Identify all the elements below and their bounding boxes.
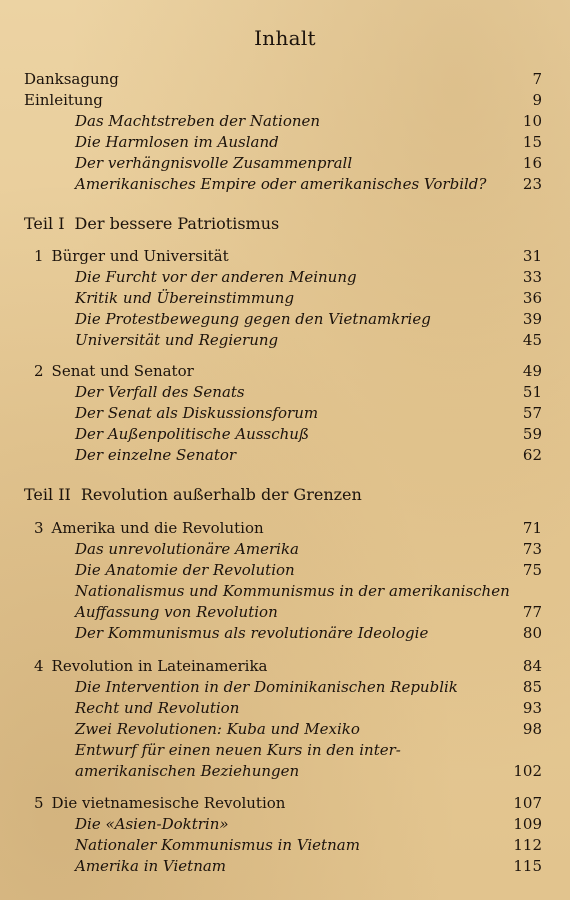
toc-page-number: 57 — [522, 404, 542, 422]
toc-entry-title — [24, 213, 279, 235]
toc-section — [0, 697, 570, 719]
toc-entry-text: Kritik und Übereinstimmung — [75, 289, 295, 307]
toc-entry-number: 4 — [34, 657, 44, 675]
toc-entry-text: Die vietnamesische Revolution — [51, 794, 286, 812]
toc-page-number: 36 — [522, 289, 542, 307]
toc-entry-text: Die Protestbewegung gegen den Vietnamkrieg — [75, 310, 431, 328]
toc-entry-number: 1 — [34, 247, 44, 265]
toc-entry-title — [75, 622, 428, 644]
toc-page-number: 109 — [513, 815, 542, 833]
toc-page-number: 98 — [522, 720, 542, 738]
toc-section — [0, 131, 570, 153]
toc-entry-title — [75, 173, 486, 195]
toc-entry-text: Das Machtstreben der Nationen — [75, 112, 321, 130]
toc-entry-text: Der Kommunismus als revolutionäre Ideologie — [75, 624, 429, 642]
toc-page-number: 7 — [532, 70, 542, 88]
toc-entry-text: Nationaler Kommunismus in Vietnam — [75, 836, 360, 854]
toc-section — [0, 622, 570, 644]
toc-part-heading — [0, 484, 570, 506]
toc-entry-text: Universität und Regierung — [75, 331, 279, 349]
toc-page-number: 71 — [522, 519, 542, 537]
toc-entry-title — [34, 655, 268, 677]
toc-page-number: 73 — [522, 540, 542, 558]
toc-entry-number: 3 — [34, 519, 44, 537]
toc-chapter — [0, 517, 570, 539]
toc-entry-title — [75, 718, 360, 740]
toc-section — [0, 329, 570, 351]
toc-entry-title — [75, 739, 401, 761]
toc-entry-title — [34, 245, 229, 267]
toc-section — [0, 760, 570, 782]
toc-page-number: 84 — [522, 657, 542, 675]
toc-entry-title — [75, 559, 295, 581]
toc-entry-text: Bürger und Universität — [51, 247, 229, 265]
toc-entry-title — [75, 601, 278, 623]
toc-section — [0, 834, 570, 856]
toc-entry-text: Nationalismus und Kommunismus in der amerikanischen — [75, 582, 510, 600]
toc-entry-text: Die Intervention in der Dominikanischen Republik — [75, 678, 458, 696]
toc-entry-title — [34, 360, 194, 382]
toc-entry-text: Der einzelne Senator — [75, 446, 237, 464]
toc-entry-number: Teil II — [24, 485, 71, 504]
toc-entry-text: Amerikanisches Empire oder amerikanisches Vorbild? — [75, 175, 487, 193]
toc-entry-title — [75, 152, 352, 174]
toc-page-number: 49 — [522, 362, 542, 380]
toc-page-number: 31 — [522, 247, 542, 265]
toc-entry-title — [75, 402, 318, 424]
toc-page-number: 102 — [513, 762, 542, 780]
toc-entry-title — [75, 697, 239, 719]
toc-entry-number: 5 — [34, 794, 44, 812]
toc-entry-text: Revolution außerhalb der Grenzen — [80, 485, 362, 504]
toc-page-number: 23 — [522, 175, 542, 193]
toc-section — [0, 110, 570, 132]
toc-entry-title — [75, 423, 309, 445]
toc-section — [0, 402, 570, 424]
toc-entry-title — [75, 110, 320, 132]
toc-section — [0, 813, 570, 835]
toc-entry-title — [75, 760, 299, 782]
toc-chapter — [0, 245, 570, 267]
toc-section — [0, 559, 570, 581]
toc-section — [0, 538, 570, 560]
toc-section — [0, 855, 570, 877]
toc-chapter — [0, 792, 570, 814]
toc-entry-title — [75, 381, 245, 403]
toc-entry-text: Die Furcht vor der anderen Meinung — [75, 268, 357, 286]
toc-entry-text: Danksagung — [24, 70, 119, 88]
toc-page-number: 80 — [522, 624, 542, 642]
toc-page-number: 93 — [522, 699, 542, 717]
toc-entry-text: Senat und Senator — [51, 362, 194, 380]
toc-entry-title — [75, 287, 294, 309]
toc-section — [0, 739, 570, 761]
toc-section — [0, 287, 570, 309]
toc-entry-title — [34, 517, 264, 539]
toc-section — [0, 173, 570, 195]
toc-entry-text: Einleitung — [24, 91, 103, 109]
toc-entry-title — [75, 266, 357, 288]
toc-section — [0, 580, 570, 602]
toc-page-number: 59 — [522, 425, 542, 443]
toc-entry-number: 2 — [34, 362, 44, 380]
toc-page-number: 16 — [522, 154, 542, 172]
toc-entry-title — [75, 444, 236, 466]
toc-section — [0, 444, 570, 466]
toc-part-heading — [0, 213, 570, 235]
toc-page-number: 45 — [522, 331, 542, 349]
toc-front-matter — [0, 68, 570, 90]
toc-entry-title — [75, 580, 510, 602]
toc-section — [0, 718, 570, 740]
toc-section — [0, 601, 570, 623]
toc-entry-title — [75, 676, 458, 698]
toc-entry-title — [75, 308, 431, 330]
toc-page-number: 62 — [522, 446, 542, 464]
toc-section — [0, 266, 570, 288]
toc-entry-text: Der Verfall des Senats — [75, 383, 245, 401]
toc-page-number: 10 — [522, 112, 542, 130]
toc-section — [0, 423, 570, 445]
toc-page-number: 115 — [513, 857, 542, 875]
toc-entry-title — [24, 89, 103, 111]
toc-page-number: 39 — [522, 310, 542, 328]
toc-entry-text: Die Harmlosen im Ausland — [75, 133, 279, 151]
toc-page-number: 77 — [522, 603, 542, 621]
toc-entry-title — [75, 855, 226, 877]
toc-page-number: 75 — [522, 561, 542, 579]
toc-entry-text: Die Anatomie der Revolution — [75, 561, 295, 579]
toc-entry-text: Der Außenpolitische Ausschuß — [75, 425, 309, 443]
toc-entry-text: Das unrevolutionäre Amerika — [75, 540, 299, 558]
toc-entry-text: Der Senat als Diskussionsforum — [75, 404, 319, 422]
toc-page-number: 9 — [532, 91, 542, 109]
toc-entry-number: Teil I — [24, 214, 65, 233]
toc-entry-text: Entwurf für einen neuen Kurs in den inter- — [75, 741, 401, 759]
toc-entry-text: Amerika in Vietnam — [75, 857, 227, 875]
toc-entry-title — [75, 131, 279, 153]
toc-page-number: 112 — [513, 836, 542, 854]
toc-front-matter — [0, 89, 570, 111]
toc-chapter — [0, 360, 570, 382]
toc-entry-text: Auffassung von Revolution — [75, 603, 278, 621]
toc-page-number: 33 — [522, 268, 542, 286]
toc-entry-title — [75, 834, 360, 856]
toc-entry-title — [75, 329, 278, 351]
toc-entry-text: Recht und Revolution — [75, 699, 240, 717]
toc-entry-title — [75, 813, 229, 835]
toc-page-number: 15 — [522, 133, 542, 151]
toc-section — [0, 381, 570, 403]
toc-entry-text: Die «Asien-Doktrin» — [75, 815, 229, 833]
toc-entry-title — [24, 68, 119, 90]
toc-page-number: 107 — [513, 794, 542, 812]
toc-entry-text: Der bessere Patriotismus — [74, 214, 280, 233]
toc-entry-text: Amerika und die Revolution — [51, 519, 264, 537]
toc-chapter — [0, 655, 570, 677]
toc-section — [0, 152, 570, 174]
toc-page-number: 51 — [522, 383, 542, 401]
page-title: Inhalt — [254, 26, 316, 50]
toc-entry-text: amerikanischen Beziehungen — [75, 762, 300, 780]
toc-page-number: 85 — [522, 678, 542, 696]
toc-entry-title — [24, 484, 362, 506]
toc-entry-title — [75, 538, 299, 560]
toc-section — [0, 676, 570, 698]
toc-entry-text: Der verhängnisvolle Zusammenprall — [75, 154, 353, 172]
toc-entry-title — [34, 792, 285, 814]
toc-entry-text: Revolution in Lateinamerika — [51, 657, 268, 675]
toc-entry-text: Zwei Revolutionen: Kuba und Mexiko — [75, 720, 360, 738]
toc-section — [0, 308, 570, 330]
